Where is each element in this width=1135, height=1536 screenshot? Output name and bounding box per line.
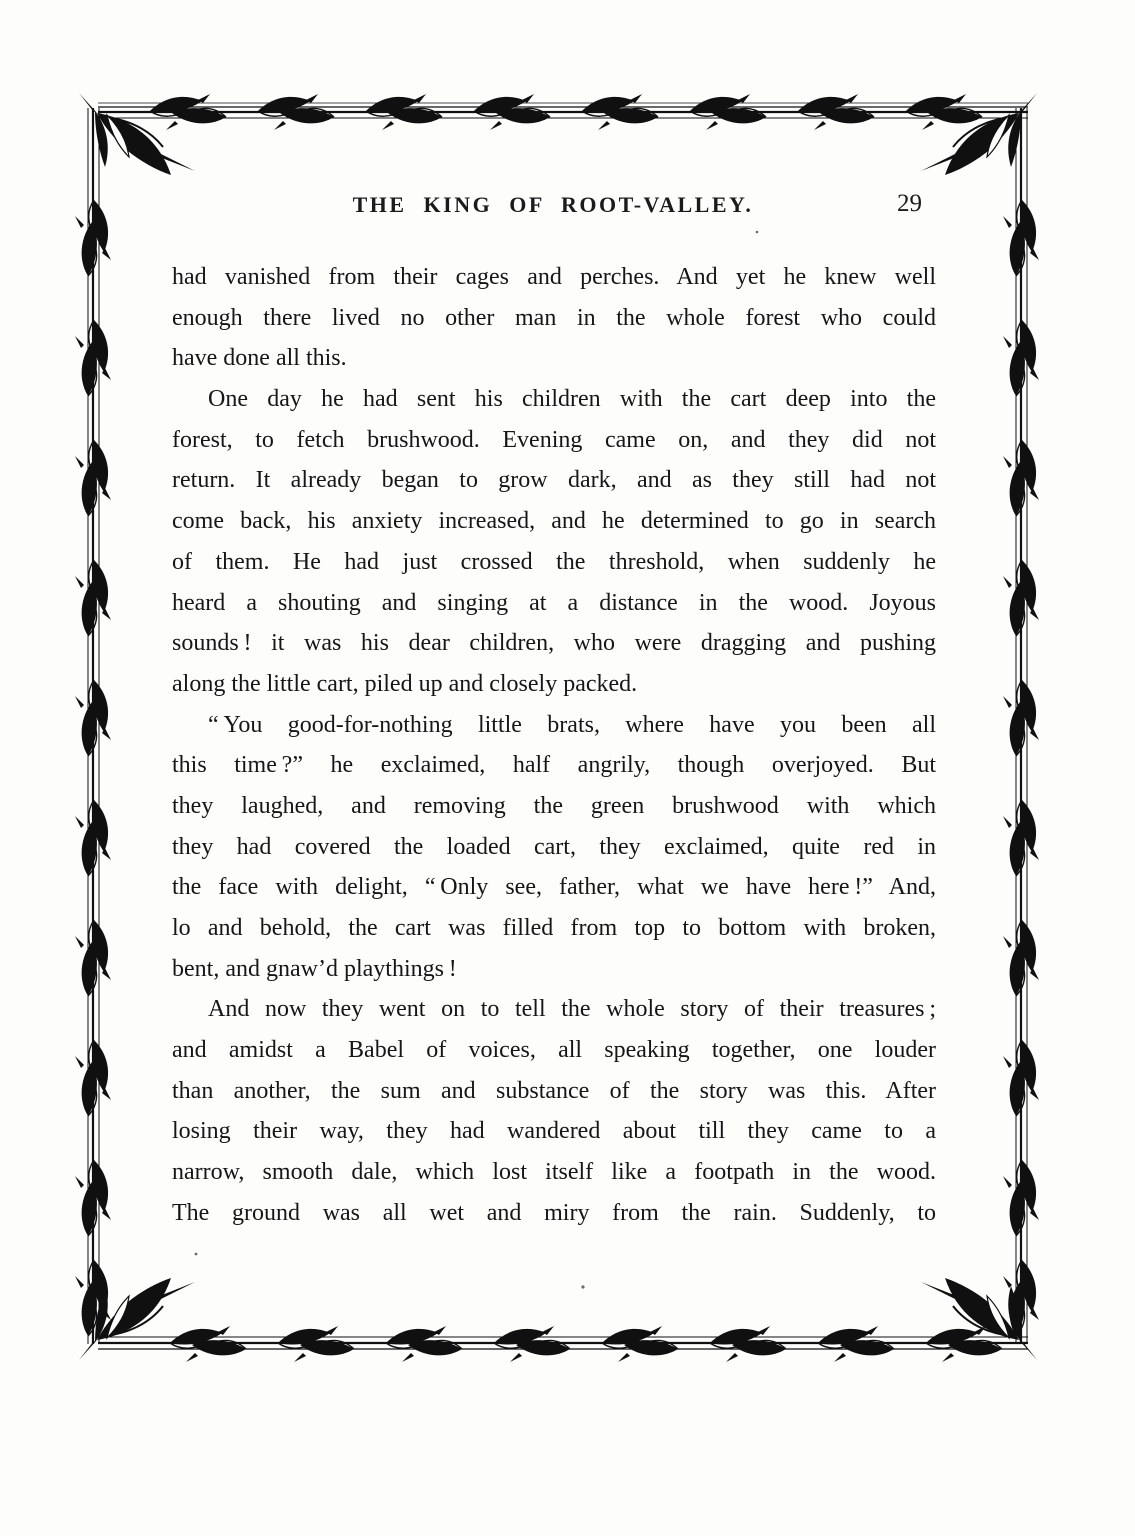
border-top-lines [98,103,1028,118]
text-line: had vanished from their cages and perches. And yet he knew well [172,264,936,290]
text-line: heard a shouting and singing at a distance in the wood. Joyous [172,589,936,616]
text-line: this time ?” he exclaimed, half angrily, though overjoyed. But [172,752,936,779]
text-line: sounds ! it was his dear children, who were dragging and pushing [172,630,936,657]
text-line: The ground was all wet and miry from the rain. Suddenly, to [172,1199,936,1226]
text-line: And now they went on to tell the whole story of their treasures ; [208,996,936,1023]
text-line: they laughed, and removing the green brushwood with which [172,792,936,819]
text-line: of them. He had just crossed the threshold, when suddenly he [172,548,936,575]
text-line: they had covered the loaded cart, they exclaimed, quite red in [172,833,936,860]
text-line: narrow, smooth dale, which lost itself like a footpath in the wood. [172,1159,936,1186]
text-line: One day he had sent his children with the cart deep into the [208,386,936,413]
text-line: bent, and gnaw’d playthings ! [172,955,457,982]
text-line: losing their way, they had wandered about till they came to a [172,1118,936,1145]
text-line: and amidst a Babel of voices, all speaking together, one louder [172,1037,936,1064]
text-line: have done all this. [172,345,347,372]
text-line: forest, to fetch brushwood. Evening came on, and they did not [172,426,936,453]
page-number: 29 [897,190,922,217]
body-text [172,257,936,1234]
text-line: along the little cart, piled up and closely packed. [172,670,638,697]
text-line: enough there lived no other man in the whole forest who could [172,304,936,331]
text-line: than another, the sum and substance of the story was this. After [172,1077,936,1104]
text-line: come back, his anxiety increased, and he determined to go in search [172,508,936,535]
text-line: return. It already began to grow dark, and as they still had not [172,467,936,494]
text-line: “ You good-for-nothing little brats, where have you been all [208,711,936,738]
text-line: the face with delight, “ Only see, father, what we have here !” And, [172,874,936,901]
page-header [172,192,934,226]
text-line: lo and behold, the cart was filled from top to bottom with broken, [172,915,936,941]
running-header: THE KING OF ROOT-VALLEY. [352,192,754,217]
